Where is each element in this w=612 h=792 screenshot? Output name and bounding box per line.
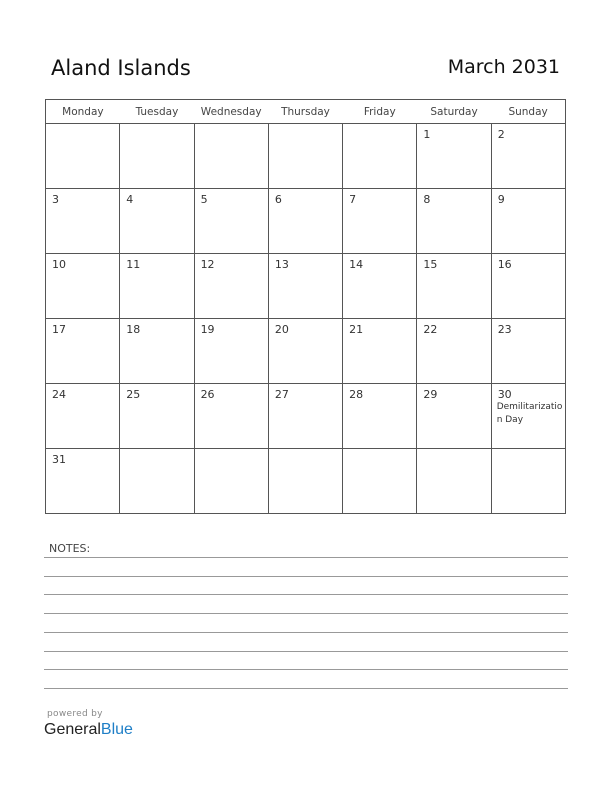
day-cell (268, 189, 342, 254)
day-cell (46, 449, 120, 514)
day-number: 29 (423, 388, 438, 401)
day-number: 7 (349, 193, 357, 206)
day-cell (343, 254, 417, 319)
day-number: 9 (497, 193, 505, 206)
day-number: 3 (52, 193, 59, 206)
week-row (46, 319, 566, 384)
week-row (46, 189, 566, 254)
notes-line (44, 669, 568, 670)
notes-line (44, 651, 568, 652)
day-number: 27 (274, 388, 289, 401)
day-cell (343, 124, 417, 189)
notes-label: NOTES: (49, 542, 91, 555)
day-cell (343, 319, 417, 384)
day-cell (491, 189, 565, 254)
holiday-label: Demilitarization Day (496, 402, 563, 425)
day-number: 21 (349, 323, 364, 336)
day-cell (491, 319, 565, 384)
day-number: 16 (497, 258, 512, 271)
day-number: 8 (423, 193, 431, 206)
day-cell (417, 319, 491, 384)
day-cell (194, 254, 268, 319)
weekday-friday: Friday (343, 100, 417, 124)
week-row (46, 124, 566, 189)
day-number: 22 (423, 323, 438, 336)
day-cell (417, 124, 491, 189)
calendar-title: Aland Islands (51, 56, 191, 80)
calendar-grid (45, 99, 566, 514)
day-cell (491, 124, 565, 189)
day-cell (120, 124, 194, 189)
day-cell (268, 449, 342, 514)
day-cell (268, 124, 342, 189)
day-cell (343, 449, 417, 514)
day-cell (194, 189, 268, 254)
day-number: 24 (52, 388, 66, 401)
day-cell (120, 384, 194, 449)
weekday-wednesday: Wednesday (194, 100, 268, 124)
day-number: 20 (274, 323, 289, 336)
day-cell (46, 189, 120, 254)
notes-line (44, 557, 568, 558)
weekday-sunday: Sunday (491, 100, 565, 124)
day-number: 12 (200, 258, 215, 271)
day-number: 31 (52, 453, 66, 466)
day-number: 30 (497, 388, 512, 401)
weekday-thursday: Thursday (268, 100, 342, 124)
day-number: 25 (126, 388, 141, 401)
powered-by-text: powered by (47, 709, 103, 719)
day-number: 6 (274, 193, 282, 206)
week-row (46, 254, 566, 319)
notes-line (44, 688, 568, 689)
day-cell (120, 449, 194, 514)
day-cell (120, 254, 194, 319)
brand-logo[interactable] (44, 721, 133, 739)
notes-line (44, 613, 568, 614)
notes-line (44, 594, 568, 595)
day-cell (46, 254, 120, 319)
day-number: 28 (349, 388, 364, 401)
day-cell (268, 254, 342, 319)
notes-line (44, 576, 568, 577)
day-number: 1 (423, 128, 431, 141)
week-row (46, 449, 566, 514)
day-number: 23 (497, 323, 512, 336)
day-number: 5 (200, 193, 208, 206)
day-cell (268, 384, 342, 449)
day-number: 11 (126, 258, 141, 271)
weekday-monday: Monday (46, 100, 120, 124)
day-cell (491, 254, 565, 319)
day-cell (194, 124, 268, 189)
day-cell (120, 189, 194, 254)
brand-general: General (44, 721, 101, 738)
weekday-header-row (46, 100, 566, 124)
day-number: 4 (126, 193, 134, 206)
weekday-saturday: Saturday (417, 100, 491, 124)
day-cell (46, 124, 120, 189)
day-cell (46, 319, 120, 384)
calendar-month: March 2031 (447, 56, 560, 78)
day-number: 18 (126, 323, 141, 336)
day-cell (46, 384, 120, 449)
week-row (46, 384, 566, 449)
day-cell (194, 384, 268, 449)
day-number: 26 (200, 388, 215, 401)
day-cell (343, 384, 417, 449)
day-number: 14 (349, 258, 364, 271)
day-number: 13 (274, 258, 289, 271)
notes-line (44, 632, 568, 633)
day-cell (194, 319, 268, 384)
day-cell (120, 319, 194, 384)
day-cell (268, 319, 342, 384)
day-number: 2 (497, 128, 505, 141)
brand-blue: Blue (100, 721, 133, 738)
weekday-tuesday: Tuesday (120, 100, 194, 124)
day-cell (491, 384, 565, 449)
day-cell (491, 449, 565, 514)
day-cell (194, 449, 268, 514)
day-number: 17 (52, 323, 66, 336)
day-number: 15 (423, 258, 438, 271)
day-cell (417, 449, 491, 514)
day-cell (417, 384, 491, 449)
day-number: 10 (52, 258, 66, 271)
day-cell (343, 189, 417, 254)
day-number: 19 (200, 323, 215, 336)
day-cell (417, 254, 491, 319)
day-cell (417, 189, 491, 254)
